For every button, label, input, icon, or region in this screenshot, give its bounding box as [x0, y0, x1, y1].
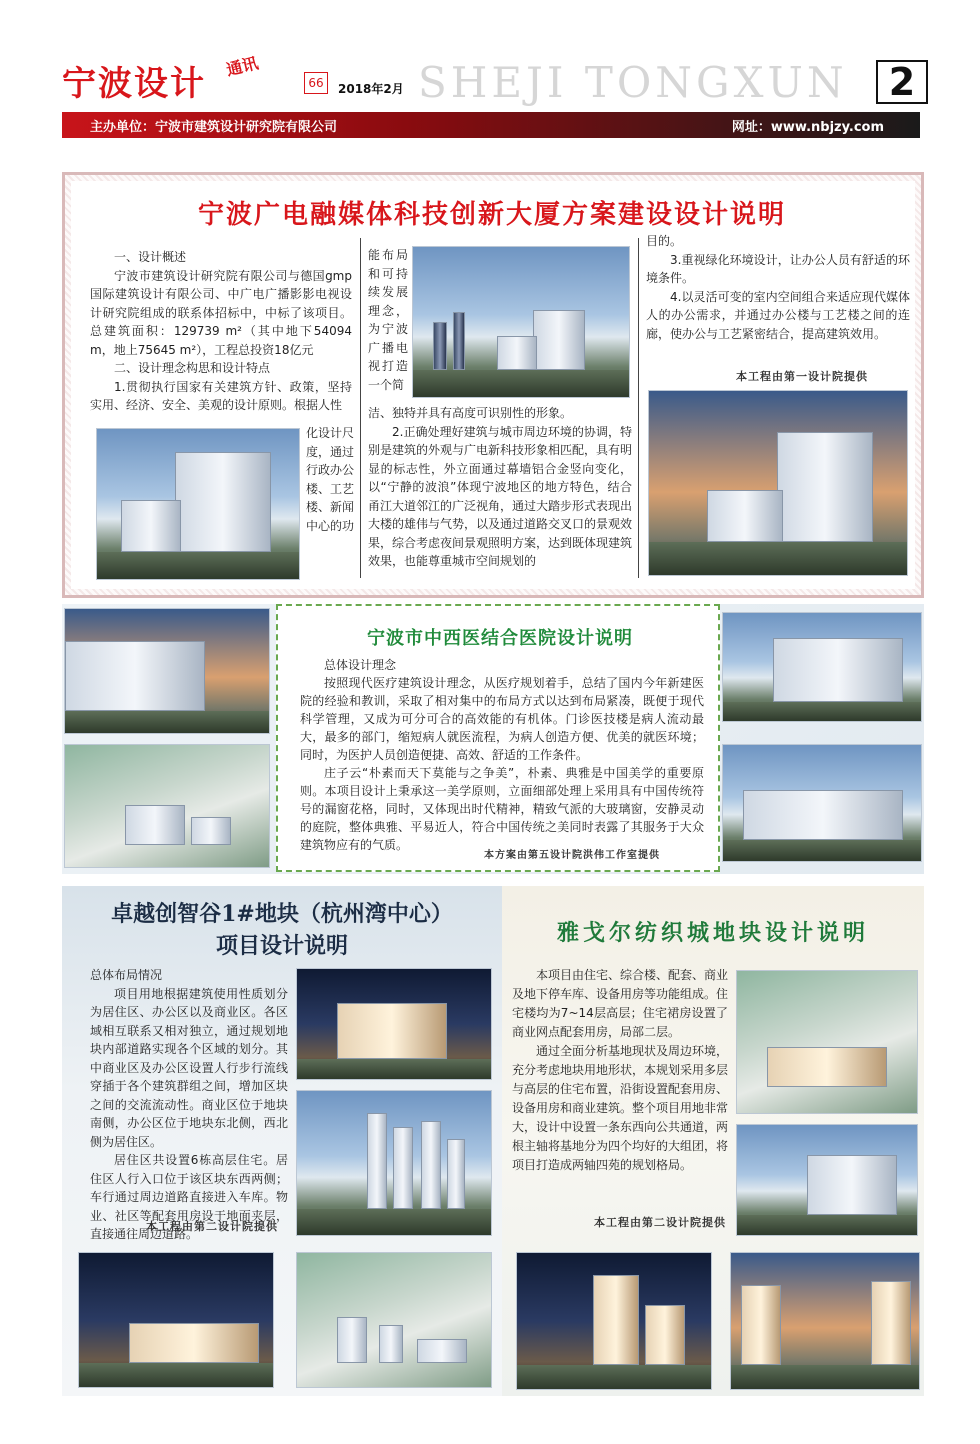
logo-title: 宁波设计: [62, 64, 206, 104]
masthead-pinyin: SHEJI TONGXUN: [418, 58, 848, 107]
article4-p1: 本项目由住宅、综合楼、配套、商业及地下停车库、设备用房等功能组成。住宅楼均为7~14层高层；住宅裙房设置了商业网点配套用房，局部二层。: [512, 968, 729, 1039]
hospital-render-entrance: [722, 744, 922, 862]
article1-col3-p1: 目的。: [646, 234, 683, 248]
page-number: 2: [876, 60, 928, 104]
article1-col2-wrap: 能布局和可持续发展理念，为宁波广播电视打造一个简: [368, 248, 408, 392]
article2-p3: 庄子云“朴素而天下莫能与之争美”，朴素、典雅是中国美学的重要原则。本项目设计上秉承这一美学原则，立面细部处理上采用具有中国传统符号的漏窗花格，同时，又体现出时代精神，精致气派的大玻璃窗，安静灵动的庭院，整体典雅、平易近人，符合中国传统之美同时表露了其服务于大众建筑物应有的气质。: [300, 766, 704, 852]
article3-p1: 总体布局情况: [90, 968, 163, 982]
article1-col1-p2: 宁波市建筑设计研究院有限公司与德国gmp国际建筑设计有限公司、中广电广播影影电视设计研究院组成的联系体招标中，中标了该项目。总建筑面积：129739 m²（其中地下54094 m，地上75645 m²），工程总投资18亿元: [90, 268, 352, 357]
article4-title: 雅戈尔纺织城地块设计说明: [556, 920, 869, 946]
youngor-gate-render: [736, 1124, 918, 1236]
broadcast-building-aerial-render: [412, 246, 630, 398]
broadcast-building-render-1: [96, 428, 300, 580]
article3-body: [90, 966, 288, 1244]
article1-col1-p1: 一、设计概述: [114, 250, 187, 264]
article2-p2: 按照现代医疗建筑设计理念，从医疗规划着手，总结了国内今年新建医院的经验和教训，采取了相对集中的布局方式以达到布局紧凑，既便于现代科学管理，又成为可分可合的高效能的有机体。门诊医技楼是病人流动最大，最多的部门，缩短病人就医流程，为病人创造方便、优美的就医环境；同时，为医护人员创造便捷、高效、舒适的工作条件。: [300, 676, 704, 762]
article2-credit: 本方案由第五设计院洪伟工作室提供: [484, 850, 660, 861]
youngor-masterplan-aerial: [736, 970, 918, 1114]
article2-body: [300, 656, 704, 854]
article1-col2: [368, 404, 632, 571]
article1-col2-p1: 洁、独特并具有高度可识别性的形象。: [368, 406, 573, 420]
youngor-residential-night-render: [516, 1252, 712, 1390]
article1-col1: [90, 248, 352, 415]
article1-col3: [646, 232, 910, 343]
issue-date: 2018年2月: [338, 82, 404, 96]
article3-title-line1: 卓越创智谷1#地块（杭州湾中心）: [111, 901, 453, 927]
article1-col3-p3: 4.以灵活可变的室内空间组合来适应现代媒体人的办公需求，并通过办公楼与工艺楼之间的连廊，使办公与工艺紧密结合，提高建筑效用。: [646, 289, 910, 341]
article1-title: 宁波广电融媒体科技创新大厦方案建设设计说明: [197, 200, 786, 230]
column-divider: [638, 238, 639, 578]
organizer-bar: [62, 112, 920, 138]
website-text: 网址：www.nbjzy.com: [731, 120, 884, 135]
article2-title: 宁波市中西医结合医院设计说明: [367, 628, 633, 649]
article1-col1-p3: 二、设计理念构思和设计特点: [114, 361, 271, 375]
zhuoyue-aerial-render: [296, 1252, 492, 1388]
zhuoyue-commercial-render: [296, 968, 492, 1080]
article1-col1-wrap: 化设计尺度，通过行政办公楼、工艺楼、新闻中心的功: [306, 426, 355, 533]
hospital-render-main: [722, 612, 922, 722]
article1-col3-p2: 3.重视绿化环境设计，让办公人员有舒适的环境条件。: [646, 252, 910, 285]
zhuoyue-residential-render: [296, 1090, 492, 1236]
broadcast-building-render-2: [648, 390, 908, 576]
youngor-entrance-render: [730, 1252, 920, 1390]
article1-col2-p2: 2.正确处理好建筑与城市周边环境的协调，特别是建筑的外观与广电新科技形象相匹配，具有明显的标志性，外立面通过幕墙铝合金竖向变化，以“宁静的波浪”体现宁波地区的地方特色，结合甬江大道邻江的广泛视角，通过大踏步形式表现出大楼的雄伟与气势，以及通过道路交叉口的景观效果，综合考虑夜间景观照明方案，达到既体现建筑效果，也能尊重城市空间规划的: [368, 424, 633, 568]
article4-credit: 本工程由第二设计院提供: [594, 1216, 726, 1229]
article3-credit: 本工程由第二设计院提供: [146, 1220, 278, 1233]
article3-p2: 项目用地根据建筑使用性质划分为居住区、办公区以及商业区。各区域相互联系又相对独立，通过规划地块内部道路实现各个区域的划分。其中商业区及办公区设置人行步行流线穿插于各个建筑群组之间，增加区块之间的交流流动性。商业区位于地块南侧，办公区位于地块东北侧，西北侧为居住区。: [90, 986, 288, 1149]
article3-title: [62, 898, 502, 962]
hospital-aerial-render: [64, 744, 270, 868]
column-divider: [360, 238, 361, 578]
masthead: [0, 0, 980, 150]
article1-credit: 本工程由第一设计院提供: [736, 370, 868, 383]
article3-p3: 居住区共设置6栋高层住宅。居住区人行入口位于该区块东西两侧；车行通过周边道路直接进入车库。物业、社区等配套用房设于地面夹层，直接通往周边道路。: [90, 1153, 288, 1241]
article1-col1-p4: 1.贯彻执行国家有关建筑方针、政策，坚持实用、经济、安全、美观的设计原则。根据人性: [90, 379, 352, 412]
issue-number: 66: [304, 72, 328, 94]
hospital-render-street: [64, 608, 270, 734]
zhuoyue-plaza-render: [78, 1252, 274, 1388]
article3-title-line2: 项目设计说明: [215, 933, 348, 959]
article4-body: [512, 966, 728, 1175]
logo-subtitle: 通讯: [224, 53, 261, 80]
article2-p1: 总体设计理念: [324, 658, 397, 672]
article4-p2: 通过全面分析基地现状及周边环境，充分考虑地块用地形状，本规划采用多层与高层的住宅布置，沿街设置配套用房、设备用房和商业建筑。整个项目用地非常大，设计中设置一条东西向公共通道，两根主轴将基地分为四个均好的大组团，将项目打造成两轴四苑的规划格局。: [512, 1044, 729, 1172]
organizer-text: 主办单位：宁波市建筑设计研究院有限公司: [90, 120, 338, 135]
